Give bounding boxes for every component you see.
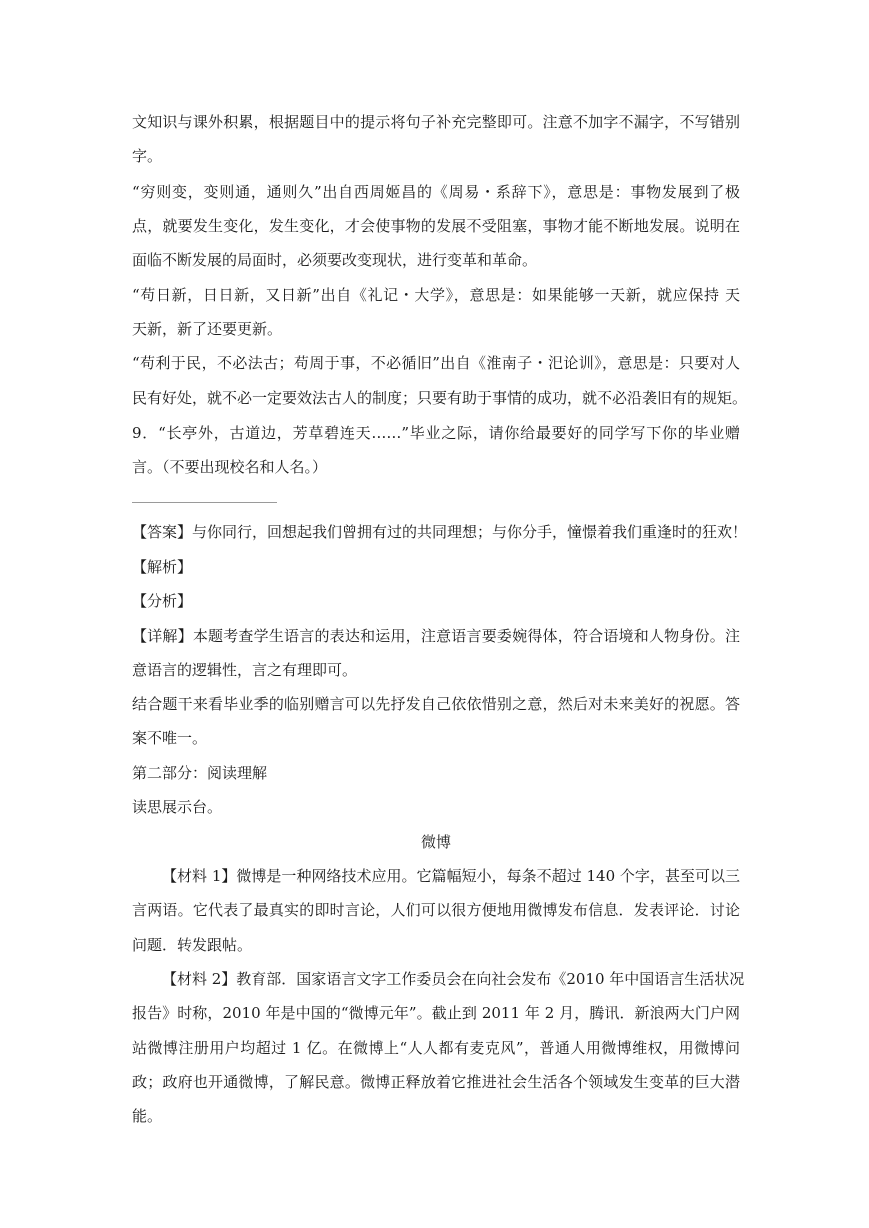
text-line: 天新，新了还要更新。	[132, 320, 283, 338]
text-line: “苟利于民，不必法古；苟周于事，不必循旧”出自《淮南子・汜论训》，意思是：只要对人	[132, 354, 740, 372]
text-line: “苟日新，日日新，又日新”出自《礼记・大学》，意思是：如果能够一天新，就应保持 天	[132, 286, 740, 304]
material-line: 言两语。它代表了最真实的即时言论，人们可以很方便地用微博发布信息．发表评论．讨论	[132, 901, 740, 919]
detail-line: 【详解】本题考查学生语言的表达和运用，注意语言要委婉得体，符合语境和人物身份。注	[132, 627, 740, 645]
material-line: 站微博注册用户均超过 1 亿。在微博上“人人都有麦克风”，普通人用微博维权，用微博问	[132, 1039, 740, 1057]
fenxi-heading: 【分析】	[132, 592, 193, 610]
answer-line: 【答案】与你同行，回想起我们曾拥有过的共同理想；与你分手，憧憬着我们重逢时的狂欢！	[132, 523, 748, 541]
text-line: 点，就要发生变化，发生变化，才会使事物的发展不受阻塞，事物才能不断地发展。说明在	[132, 217, 740, 235]
material-line: 能。	[132, 1107, 163, 1125]
text-line: “穷则变，变则通，通则久”出自西周姬昌的《周易・系辞下》，意思是：事物发展到了极	[132, 183, 740, 201]
passage-title: 微博	[420, 833, 451, 851]
question-line: 9．“长亭外，古道边，芳草碧连天……”毕业之际，请你给最要好的同学写下你的毕业赠	[132, 424, 740, 442]
material-line: 【材料 2】教育部．国家语言文字工作委员会在向社会发布《2010 年中国语言生活状况	[162, 970, 745, 988]
material-line: 政；政府也开通微博，了解民意。微博正释放着它推进社会生活各个领域发生变革的巨大潜	[132, 1073, 740, 1091]
detail-line: 意语言的逻辑性，言之有理即可。	[132, 661, 358, 679]
text-line: 文知识与课外积累，根据题目中的提示将句子补充完整即可。注意不加字不漏字，不写错别	[132, 113, 740, 131]
text-line: 案不唯一。	[132, 729, 208, 747]
section-subheading: 读思展示台。	[132, 798, 223, 816]
section-heading: 第二部分：阅读理解	[132, 764, 268, 782]
question-line: 言。（不要出现校名和人名。）	[132, 458, 328, 476]
material-line: 【材料 1】微博是一种网络技术应用。它篇幅短小，每条不超过 140 个字，甚至可以三	[162, 867, 740, 885]
separator-rule	[132, 502, 277, 503]
analysis-heading: 【解析】	[132, 558, 193, 576]
material-line: 问题．转发跟帖。	[132, 936, 253, 954]
text-line: 字。	[132, 147, 163, 165]
material-line: 报告》时称，2010 年是中国的“微博元年”。截止到 2011 年 2 月，腾讯．新浪两大门户网	[132, 1004, 740, 1022]
text-line: 面临不断发展的局面时，必须要改变现状，进行变革和革命。	[132, 251, 538, 269]
text-line: 结合题干来看毕业季的临别赠言可以先抒发自己依依惜别之意，然后对未来美好的祝愿。答	[132, 695, 740, 713]
text-line: 民有好处，就不必一定要效法古人的制度；只要有助于事情的成功，就不必沿袭旧有的规矩。	[132, 389, 748, 407]
